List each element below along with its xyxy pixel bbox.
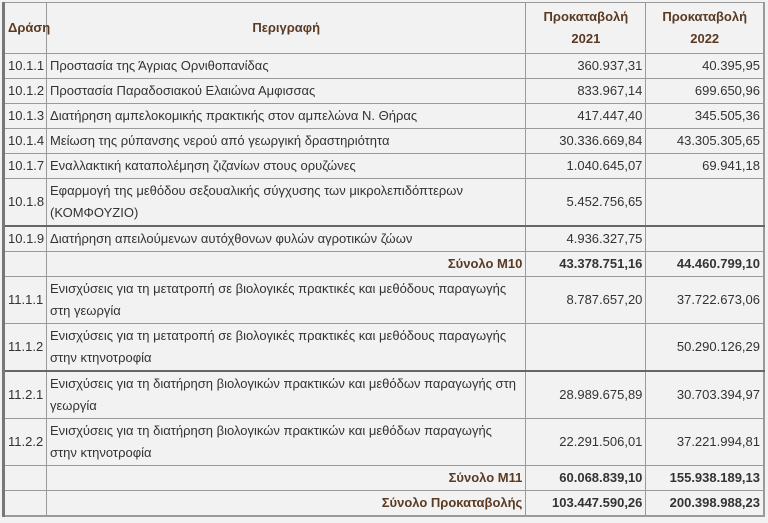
subtotal-row-m10 xyxy=(4,252,765,277)
action-code: 10.1.9 xyxy=(4,226,47,252)
subtotal-m10-label: Σύνολο Μ10 xyxy=(47,252,526,277)
value-2021: 4.936.327,75 xyxy=(526,226,646,252)
action-description: Ενισχύσεις για τη διατήρηση βιολογικών πρακτικών και μεθόδων παραγωγής στην κτηνοτροφία xyxy=(47,419,526,466)
empty-cell xyxy=(4,491,47,517)
action-description: Ενισχύσεις για τη μετατροπή σε βιολογικές πρακτικές και μεθόδους παραγωγής στην κτηνοτροφία xyxy=(47,324,526,372)
table-row xyxy=(4,226,765,252)
value-2022: 30.703.394,97 xyxy=(646,371,764,419)
table-row xyxy=(4,419,765,466)
table-row xyxy=(4,277,765,324)
value-2021: 417.447,40 xyxy=(526,104,646,129)
value-2022: 37.722.673,06 xyxy=(646,277,764,324)
header-2022-label: Προκαταβολή xyxy=(662,9,748,24)
grand-total-row xyxy=(4,491,765,517)
subtotal-m10-2022: 44.460.799,10 xyxy=(646,252,764,277)
action-description: Εφαρμογή της μεθόδου σεξουαλικής σύγχυσης των μικρολεπιδόπτερων (ΚΟΜΦΟΥΖΙΟ) xyxy=(47,179,526,227)
header-2021-label: Προκαταβολή xyxy=(543,9,629,24)
action-description: Διατήρηση αμπελοκομικής πρακτικής στον αμπελώνα Ν. Θήρας xyxy=(47,104,526,129)
value-2022: 40.395,95 xyxy=(646,54,764,79)
header-2022-year: 2022 xyxy=(690,31,720,46)
value-2022: 345.505,36 xyxy=(646,104,764,129)
header-description: Περιγραφή xyxy=(47,3,526,54)
empty-cell xyxy=(4,466,47,491)
value-2022: 699.650,96 xyxy=(646,79,764,104)
action-description: Ενισχύσεις για τη διατήρηση βιολογικών πρακτικών και μεθόδων παραγωγής στη γεωργία xyxy=(47,371,526,419)
action-code: 11.2.2 xyxy=(4,419,47,466)
grand-total-2021: 103.447.590,26 xyxy=(526,491,646,517)
action-code: 10.1.2 xyxy=(4,79,47,104)
action-code: 11.1.2 xyxy=(4,324,47,372)
table-row xyxy=(4,129,765,154)
header-row xyxy=(4,3,765,54)
table-row xyxy=(4,54,765,79)
grand-total-2022: 200.398.988,23 xyxy=(646,491,764,517)
header-action: Δράση xyxy=(4,3,47,54)
value-2021: 5.452.756,65 xyxy=(526,179,646,227)
value-2021: 1.040.645,07 xyxy=(526,154,646,179)
action-code: 10.1.4 xyxy=(4,129,47,154)
subtotal-row-m11 xyxy=(4,466,765,491)
value-2021: 8.787.657,20 xyxy=(526,277,646,324)
table-row xyxy=(4,179,765,227)
action-description: Μείωση της ρύπανσης νερού από γεωργική δραστηριότητα xyxy=(47,129,526,154)
subtotal-m11-2022: 155.938.189,13 xyxy=(646,466,764,491)
header-2021 xyxy=(526,3,646,54)
subtotal-m11-label: Σύνολο Μ11 xyxy=(47,466,526,491)
action-code: 10.1.7 xyxy=(4,154,47,179)
table-row xyxy=(4,104,765,129)
grand-total-label: Σύνολο Προκαταβολής xyxy=(47,491,526,517)
header-2022 xyxy=(646,3,764,54)
value-2022: 50.290.126,29 xyxy=(646,324,764,372)
value-2022: 37.221.994,81 xyxy=(646,419,764,466)
action-description: Ενισχύσεις για τη μετατροπή σε βιολογικές πρακτικές και μεθόδους παραγωγής στη γεωργία xyxy=(47,277,526,324)
value-2022: 69.941,18 xyxy=(646,154,764,179)
action-code: 10.1.1 xyxy=(4,54,47,79)
action-description: Προστασία της Άγριας Ορνιθοπανίδας xyxy=(47,54,526,79)
subtotal-m10-2021: 43.378.751,16 xyxy=(526,252,646,277)
table-row xyxy=(4,154,765,179)
value-2021: 360.937,31 xyxy=(526,54,646,79)
action-code: 11.2.1 xyxy=(4,371,47,419)
advance-payments-table xyxy=(2,2,765,517)
header-2021-year: 2021 xyxy=(571,31,601,46)
action-description: Διατήρηση απειλούμενων αυτόχθονων φυλών αγροτικών ζώων xyxy=(47,226,526,252)
action-code: 10.1.8 xyxy=(4,179,47,227)
value-2022 xyxy=(646,179,764,227)
action-description: Εναλλακτική καταπολέμηση ζιζανίων στους ορυζώνες xyxy=(47,154,526,179)
empty-cell xyxy=(4,252,47,277)
action-code: 11.1.1 xyxy=(4,277,47,324)
action-description: Προστασία Παραδοσιακού Ελαιώνα Αμφισσας xyxy=(47,79,526,104)
table-row xyxy=(4,324,765,372)
value-2021: 22.291.506,01 xyxy=(526,419,646,466)
value-2021: 30.336.669,84 xyxy=(526,129,646,154)
value-2022 xyxy=(646,226,764,252)
value-2022: 43.305.305,65 xyxy=(646,129,764,154)
value-2021 xyxy=(526,324,646,372)
value-2021: 28.989.675,89 xyxy=(526,371,646,419)
subtotal-m11-2021: 60.068.839,10 xyxy=(526,466,646,491)
table-row xyxy=(4,371,765,419)
table-row xyxy=(4,79,765,104)
value-2021: 833.967,14 xyxy=(526,79,646,104)
action-code: 10.1.3 xyxy=(4,104,47,129)
